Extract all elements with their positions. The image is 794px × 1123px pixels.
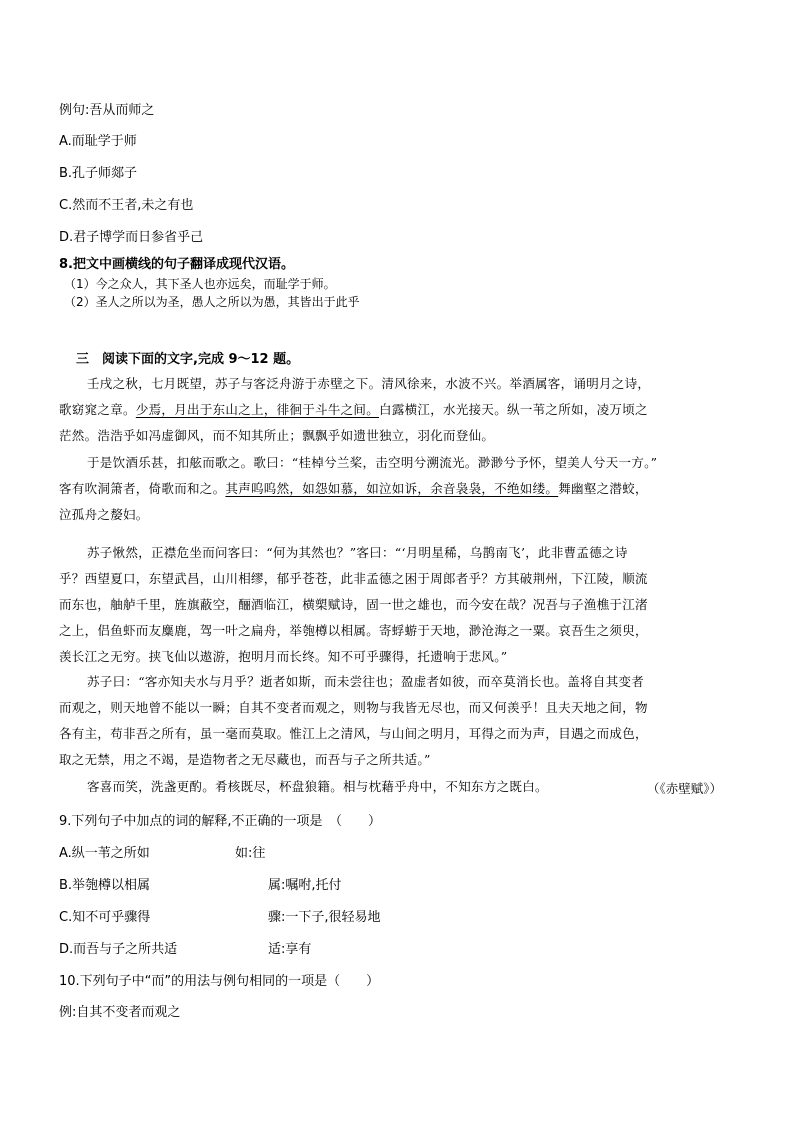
p3-line-4: 之上，侣鱼虾而友麋鹿，驾一叶之扁舟，举匏樽以相属。寄蜉蝣于天地，渺沧海之一粟。哀吾生之须臾， — [59, 623, 648, 638]
p3-line-3: 而东也，舳舻千里，旌旗蔽空，酾酒临江，横槊赋诗，固一世之雄也，而今安在哉？况吾与子渔樵于江渚 — [59, 597, 648, 612]
q9-stem: 9.下列句子中加点的词的解释,不正确的一项是 （ ） — [59, 814, 382, 829]
q9-option-c[interactable]: C.知不可乎骤得 — [59, 910, 151, 925]
q9-option-d-gloss: 适:享有 — [268, 942, 312, 957]
q9-option-c-gloss: 骤:一下子,很轻易地 — [268, 910, 381, 925]
p1-line-2-start: 歌窈窕之章。 — [59, 402, 136, 417]
p2-line-2 — [59, 481, 648, 497]
q10-example: 例:自其不变者而观之 — [59, 1005, 181, 1020]
p2-line-3: 泣孤舟之嫠妇。 — [59, 507, 149, 522]
q7-example: 例句:吾从而师之 — [59, 103, 155, 118]
q9-option-b[interactable]: B.举匏樽以相属 — [59, 878, 151, 893]
q7-option-a[interactable]: A.而耻学于师 — [59, 134, 137, 149]
q7-option-b[interactable]: B.孔子师郯子 — [59, 166, 138, 181]
q9-option-d[interactable]: D.而吾与子之所共适 — [59, 942, 178, 957]
section3-heading: 三 阅读下面的文字,完成 9～12 题。 — [76, 352, 300, 367]
p1-line-2-end: 白露横江，水光接天。纵一苇之所如，凌万顷之 — [379, 402, 648, 417]
p4-line-2: 而观之，则天地曾不能以一瞬；自其不变者而观之，则物与我皆无尽也，而又何羡乎！且夫天地之间，物 — [59, 700, 648, 715]
p1-line-2 — [59, 402, 648, 418]
p2-line-2-end: 舞幽壑之潜蛟， — [558, 481, 648, 496]
p4-line-1: 苏子曰：“客亦知夫水与月乎？逝者如斯，而未尝往也；盈虚者如彼，而卒莫消长也。盖将自其变者 — [87, 674, 645, 689]
q8-item-1: （1）今之众人，其下圣人也亦远矣，而耻学于师。 — [64, 277, 336, 291]
q7-option-c[interactable]: C.然而不王者,未之有也 — [59, 198, 194, 213]
p1-line-1: 壬戌之秋，七月既望，苏子与客泛舟游于赤壁之下。清风徐来，水波不兴。举酒属客，诵明月之诗， — [87, 376, 651, 391]
p3-line-5: 羡长江之无穷。挟飞仙以遨游，抱明月而长终。知不可乎骤得，托遗响于悲风。” — [59, 649, 508, 664]
p3-line-1: 苏子愀然，正襟危坐而问客曰：“何为其然也？”客曰：“‘月明星稀，乌鹊南飞’，此非曹孟德之诗 — [87, 545, 628, 560]
q9-option-b-gloss: 属:嘱咐,托付 — [268, 878, 342, 893]
p4-line-4: 取之无禁，用之不竭，是造物者之无尽藏也，而吾与子之所共适。” — [59, 752, 431, 767]
p4-line-3: 各有主，苟非吾之所有，虽一毫而莫取。惟江上之清风，与山间之明月，耳得之而为声，目遇之而成色， — [59, 726, 648, 741]
p3-line-2: 乎？西望夏口，东望武昌，山川相缪，郁乎苍苍，此非孟德之困于周郎者乎？方其破荆州，下江陵，顺流 — [59, 571, 648, 586]
q10-stem: 10.下列句子中“而”的用法与例句相同的一项是（ ） — [59, 974, 380, 989]
q8-stem: 8.把文中画横线的句子翻译成现代汉语。 — [59, 257, 294, 272]
p1-line-3: 茫然。浩浩乎如冯虚御风，而不知其所止；飘飘乎如遗世独立，羽化而登仙。 — [59, 428, 495, 443]
q9-option-a-gloss: 如:往 — [235, 846, 266, 861]
q8-item-2: （2）圣人之所以为圣，愚人之所以为愚，其皆出于此乎 — [64, 295, 360, 309]
underlined-sentence-2: 其声呜呜然，如怨如慕，如泣如诉，余音袅袅，不绝如缕。 — [225, 481, 559, 496]
q7-option-d[interactable]: D.君子博学而日参省乎己 — [59, 230, 204, 245]
source-citation: （《赤壁赋》） — [646, 781, 722, 796]
p5-line-1: 客喜而笑，洗盏更酌。肴核既尽，杯盘狼籍。相与枕藉乎舟中，不知东方之既白。 — [87, 779, 548, 794]
p2-line-2-start: 客有吹洞箫者，倚歌而和之。 — [59, 481, 226, 496]
q9-option-a[interactable]: A.纵一苇之所如 — [59, 846, 150, 861]
p2-line-1: 于是饮酒乐甚，扣舷而歌之。歌曰：“桂棹兮兰桨，击空明兮溯流光。渺渺兮予怀，望美人兮天一方。” — [87, 455, 658, 470]
underlined-sentence-1: 少焉，月出于东山之上，徘徊于斗牛之间。 — [135, 402, 380, 417]
